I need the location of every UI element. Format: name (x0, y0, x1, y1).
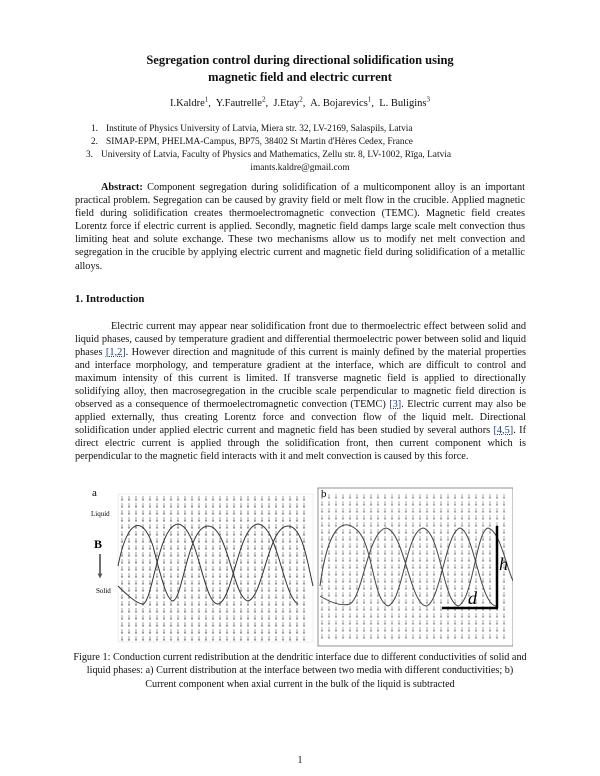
title-line-1: Segregation control during directional solidification using (146, 53, 454, 67)
abstract (75, 181, 525, 273)
panel-a-arrow-field (121, 496, 305, 641)
panel-a-frame (118, 494, 313, 642)
affiliation-1: 1. Institute of Physics University of Latvia, Miera str. 32, LV-2169, Salaspils, Latvia (90, 124, 413, 134)
panel-b-interface-curve (320, 525, 513, 606)
solid-label: Solid (96, 587, 111, 595)
intro-paragraph: Electric current may appear near solidification front due to thermoelectric effect between solid and liquid phases, caused by temperature gradient and differential thermoelectric power between solid and liquid phases [1,2]. However direction and magnitude of this current is mainly defined by the material properties and interface morphology, and temperature gradient at the interface, which are difficult to control and maximum intensity of this current is limited. If transverse magnetic field is applied to directionally solidifying alloy, then macrosegregation in the crucible scale perpendicular to magnetic field direction is observed as a consequence of thermoelectromagnetic convection (TEMC) [3]. Electric current may also be applied externally, thus creating Lorentz force and convection flow of the liquid melt. Directional solidification under applied electric current and magnetic field has been studied by several authors [4,5]. If direct electric current is applied through the solidification front, then current component which is perpendicular to the magnetic field interacts with it and melt convection is caused by this force. (75, 321, 527, 462)
citation-link[interactable]: [1,2] (105, 347, 126, 358)
figure-1-graphic (88, 486, 513, 648)
liquid-label: Liquid (91, 510, 110, 518)
section-heading: 1. Introduction (75, 293, 145, 305)
citation-link[interactable]: [3] (389, 399, 402, 410)
author: I.Kaldre$^1$, (170, 95, 216, 109)
author: Y.Fautrelle$^2$, (215, 95, 274, 109)
paper-title (60, 52, 540, 86)
affiliation-2: 2. SIMAP-EPM, PHELMA-Campus, BP75, 38402 St Martin d'Hères Cedex, France (90, 137, 413, 147)
author: L. Buligins$^3$ (379, 95, 430, 109)
panel-b-label: b (321, 488, 327, 500)
width-label: d (468, 588, 477, 608)
abstract-label: Abstract: (101, 182, 143, 193)
author: A. Bojarevics$^1$, (310, 95, 380, 109)
author-list (60, 95, 540, 109)
affiliation-3: 3. University of Latvia, Faculty of Physics and Mathematics, Zellu str. 8, LV-1002, Rīga, Latvia (85, 150, 452, 160)
figure-1 (88, 486, 513, 648)
title-line-2: magnetic field and electric current (208, 70, 392, 84)
page-number: 1 (297, 755, 303, 766)
author-email: imants.kaldre@gmail.com (250, 163, 350, 173)
magnetic-field-label: B (94, 537, 103, 551)
height-label: h (499, 554, 508, 574)
author: J.Etay$^2$, (273, 95, 311, 109)
panel-a-interface-curve-2 (118, 524, 298, 604)
citation-link[interactable]: [4,5] (493, 425, 514, 436)
panel-a-label: a (92, 487, 97, 499)
panel-a-interface-curve (118, 526, 313, 601)
abstract-text: Component segregation during solidification of a multicomponent alloy is an important practical problem. Segregation can be caused by gravity field or melt flow in the crucible. Applied magnetic field during solidification creates thermoelectromagnetic convection (TEMC). Magnetic field creates Lorentz force if electric current is applied. Secondly, magnetic field damps large scale melt convection thus limiting heat and solute exchange. These two mechanisms allow us to modify net melt convection and segregation in the crucible by applying electric current and magnetic field during solidification of a metallic alloys. (75, 182, 525, 272)
figure-caption: Figure 1: Conduction current redistribution at the dendritic interface due to different conductivities of solid and liquid phases: a) Current distribution at the interface between two media with different conductivities; b) Current component when axial current in the bulk of the liquid is subtracted (73, 652, 527, 690)
